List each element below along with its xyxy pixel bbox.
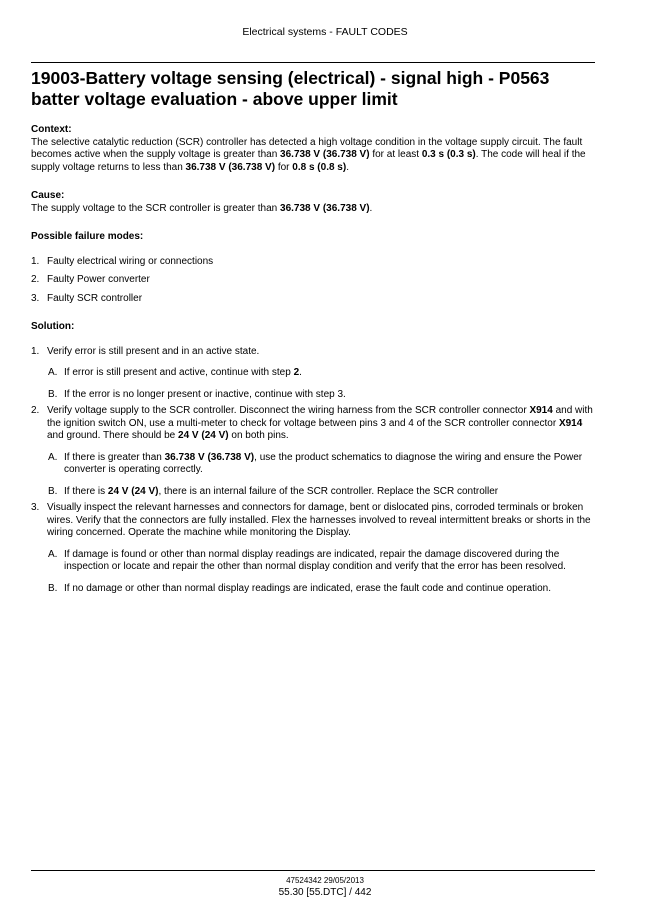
voltage-value: 36.738 V (36.738 V)	[164, 451, 255, 463]
failure-mode-item	[31, 274, 597, 287]
sub-text: If the error is no longer present or inactive, continue with step 3.	[64, 388, 346, 400]
solution-step-2b	[48, 486, 597, 499]
context-time-2: 0.8 s (0.8 s)	[292, 161, 347, 173]
sub-letter: A.	[48, 548, 58, 560]
solution-step-3	[31, 502, 597, 540]
list-number: 3.	[31, 292, 40, 304]
list-number: 1.	[31, 345, 40, 357]
step-text-4: on both pins.	[228, 430, 289, 441]
sub-text: If damage is found or other than normal display readings are indicated, repair the damage discovered during the inspection or locate and repair the other than normal display condition and verify that the error has been resolved.	[64, 548, 566, 572]
step-reference: 2	[293, 367, 300, 378]
sub-text-post: .	[299, 367, 302, 378]
solution-step-3b	[48, 583, 597, 596]
failure-mode-item	[31, 293, 597, 306]
step-text-1: Verify voltage supply to the SCR controller. Disconnect the wiring harness from the SCR controller connector	[47, 405, 530, 416]
connector-id: X914	[558, 417, 583, 429]
context-time-1: 0.3 s (0.3 s)	[421, 149, 476, 160]
cause-paragraph	[31, 203, 597, 216]
context-heading: Context:	[31, 124, 72, 135]
list-number: 2.	[31, 274, 40, 285]
context-text-2: for at least	[369, 149, 422, 160]
page-title: 19003-Battery voltage sensing (electrical) - signal high - P0563 batter voltage evaluation - above upper limit	[31, 68, 550, 109]
list-number: 1.	[31, 255, 40, 267]
list-text: Verify error is still present and in an active state.	[47, 345, 260, 357]
list-text: Visually inspect the relevant harnesses and connectors for damage, bent or dislocated pins, corroded terminals or broken wires. Verify that the connectors are fully installed. Flex the harnesses involved to reveal intermittent breaks or shorts in the wiring concerned. Operate the machine while monitoring the Display.	[47, 502, 591, 538]
sub-text-post: , there is an internal failure of the SCR controller. Replace the SCR controller	[158, 485, 499, 497]
solution-step-2	[31, 405, 597, 443]
sub-letter: B.	[48, 582, 58, 594]
sub-letter: B.	[48, 388, 58, 400]
footer-rule	[31, 870, 595, 871]
solution-step-1	[31, 346, 597, 359]
footer-document-id: 47524342 29/05/2013	[286, 876, 364, 885]
sub-letter: A.	[48, 367, 58, 378]
sub-text	[64, 486, 597, 499]
sub-text: If no damage or other than normal display readings are indicated, erase the fault code and continue operation.	[64, 582, 551, 594]
list-number: 2.	[31, 405, 40, 416]
step-text-2: and with the ignition switch ON, use a multi-meter to check for voltage between pins 3 and 4 of the SCR controller connector	[47, 405, 593, 429]
sub-text	[64, 367, 597, 380]
voltage-value: 24 V (24 V)	[107, 485, 159, 497]
solution-step-2a	[48, 452, 597, 477]
connector-id: X914	[529, 405, 553, 416]
context-text-4: for	[275, 161, 293, 173]
solution-step-1a	[48, 367, 597, 380]
sub-text-pre: If there is greater than	[64, 451, 165, 463]
cause-text-1: The supply voltage to the SCR controller is greater than	[31, 202, 281, 214]
footer-page-number: 55.30 [55.DTC] / 442	[278, 887, 372, 898]
list-text: Faulty Power converter	[47, 274, 150, 285]
title-rule	[31, 62, 595, 63]
sub-text-pre: If error is still present and active, continue with step	[64, 367, 294, 378]
running-header: Electrical systems - FAULT CODES	[242, 26, 408, 38]
cause-heading: Cause:	[31, 190, 65, 201]
list-text: Faulty electrical wiring or connections	[47, 255, 214, 267]
context-voltage-1: 36.738 V (36.738 V)	[280, 149, 370, 160]
failure-modes-heading: Possible failure modes:	[31, 231, 144, 242]
solution-heading: Solution:	[31, 321, 75, 332]
cause-voltage: 36.738 V (36.738 V)	[280, 202, 370, 214]
sub-text-pre: If there is	[64, 485, 108, 497]
voltage-value: 24 V (24 V)	[178, 430, 229, 441]
context-voltage-2: 36.738 V (36.738 V)	[185, 161, 276, 173]
solution-step-3a	[48, 549, 597, 574]
content-body	[31, 124, 597, 595]
sub-text-post: , use the product schematics to diagnose the wiring and ensure the Power converter is operating correctly.	[64, 451, 583, 475]
context-text-3: . The code will heal if the supply voltage returns to less than	[31, 149, 586, 173]
context-paragraph	[31, 137, 597, 175]
sub-letter: B.	[48, 485, 58, 497]
solution-step-1b	[48, 389, 597, 402]
list-text	[47, 405, 597, 443]
failure-mode-item	[31, 256, 597, 269]
cause-text-2: .	[369, 202, 373, 214]
list-text: Faulty SCR controller	[47, 292, 143, 304]
step-text-3: and ground. There should be	[47, 430, 179, 441]
context-text-5: .	[346, 161, 349, 173]
sub-letter: A.	[48, 451, 58, 463]
sub-text	[64, 452, 597, 477]
list-number: 3.	[31, 502, 40, 513]
context-text-1: The selective catalytic reduction (SCR) controller has detected a high voltage condition in the voltage supply circuit. The fault becomes active when the supply voltage is greater than	[31, 136, 583, 160]
